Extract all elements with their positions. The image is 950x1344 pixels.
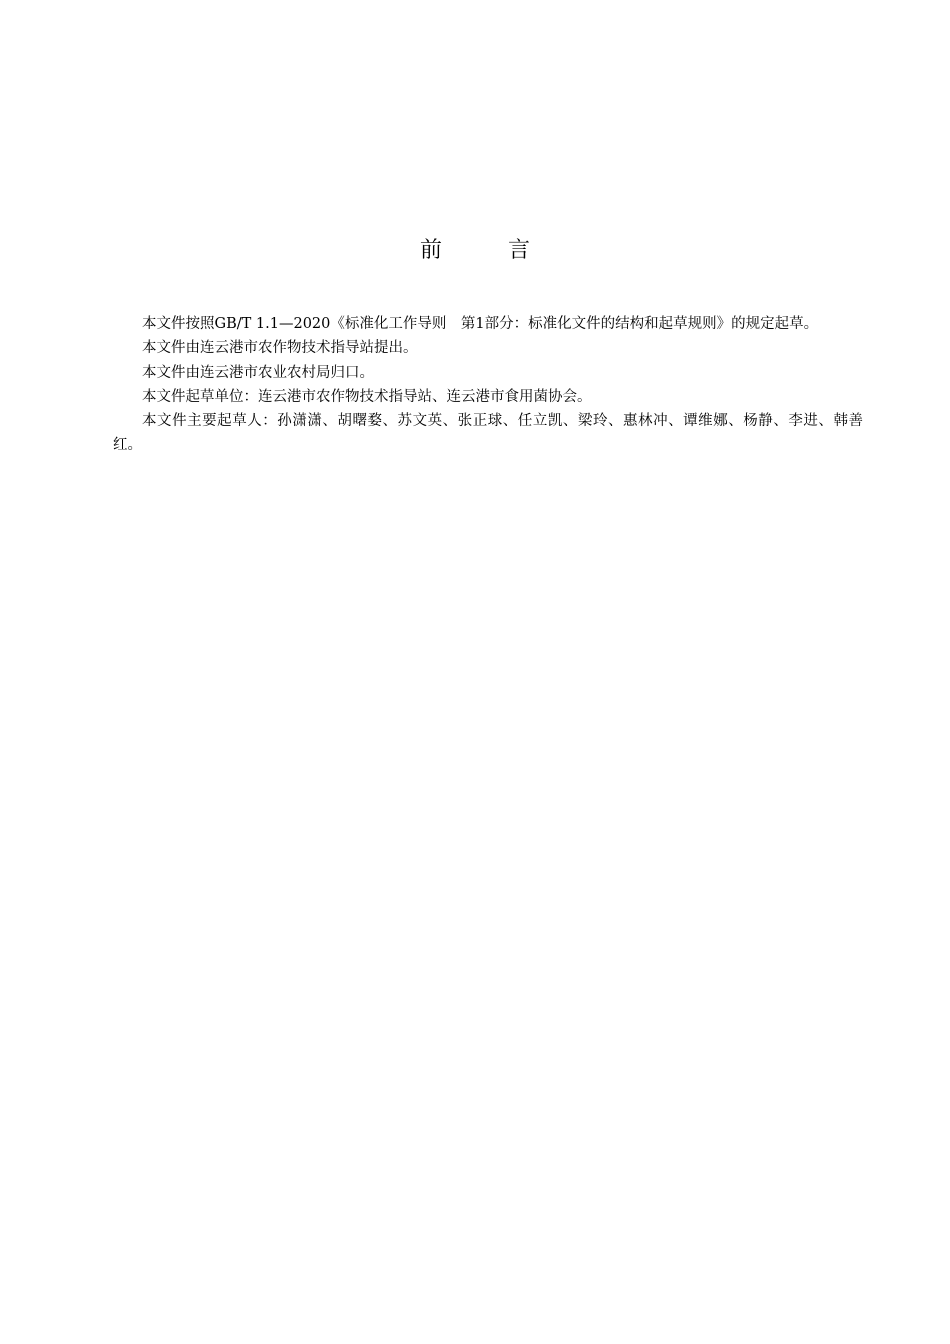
title-char-2: 言 bbox=[508, 238, 531, 263]
paragraph-drafting-basis: 本文件按照GB/T 1.1—2020《标准化工作导则 第1部分：标准化文件的结构和起草规则》的规定起草。 bbox=[142, 316, 819, 332]
paragraph-drafting-units: 本文件起草单位：连云港市农作物技术指导站、连云港市食用菌协会。 bbox=[142, 388, 592, 405]
paragraph-responsible-unit: 本文件由连云港市农业农村局归口。 bbox=[142, 364, 374, 381]
paragraph-drafters: 本文件主要起草人：孙潇潇、胡曙婺、苏文英、张正球、任立凯、梁玲、惠林冲、谭维娜、杨静、李进、韩善红。 bbox=[113, 413, 863, 454]
title-char-1: 前 bbox=[419, 238, 442, 263]
preface-body bbox=[113, 312, 863, 458]
page-title bbox=[0, 234, 950, 268]
paragraph-proposer: 本文件由连云港市农作物技术指导站提出。 bbox=[142, 340, 418, 357]
